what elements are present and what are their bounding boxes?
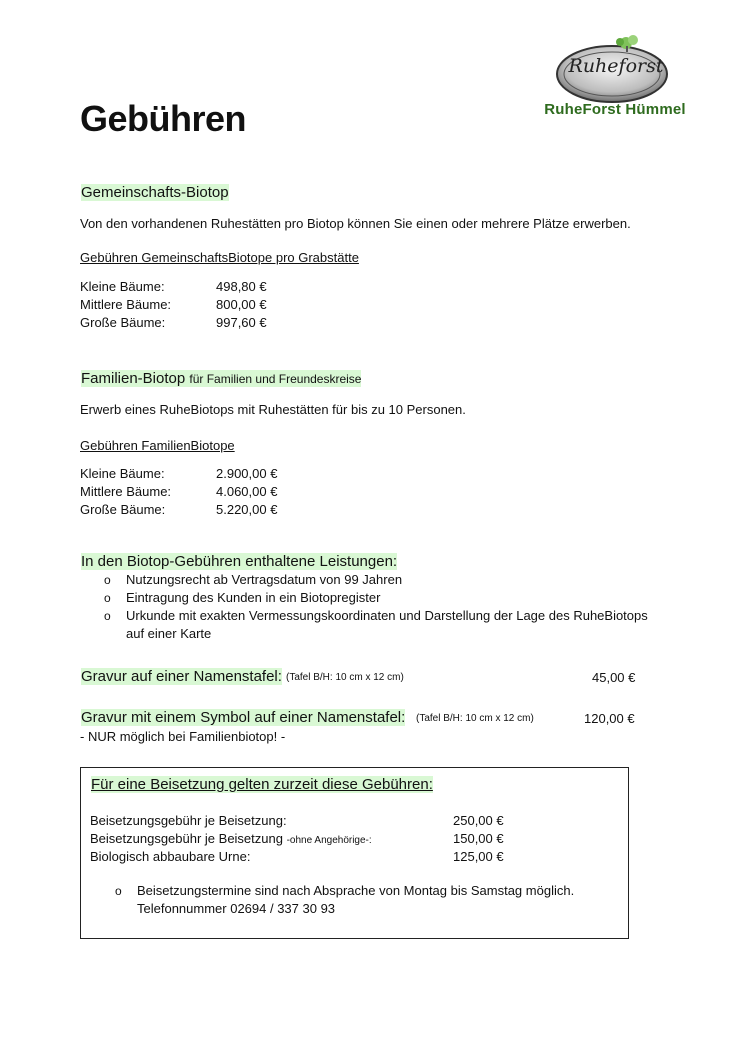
section-heading-familie-box — [81, 370, 361, 387]
fee-label-wrap — [90, 830, 372, 850]
section-heading-beisetzung-text: Für eine Beisetzung gelten zurzeit diese Gebühren: — [91, 776, 433, 793]
leistungen-list — [104, 571, 664, 643]
price-label: Kleine Bäume: — [80, 279, 165, 294]
section-heading-familie-suffix: für Familien und Freundeskreise — [189, 372, 362, 386]
gravur-price: 45,00 € — [592, 670, 636, 685]
gravur-symbol-note: (Tafel B/H: 10 cm x 12 cm) — [416, 713, 534, 724]
gravur-symbol-remark: - NUR möglich bei Familienbiotop! - — [80, 729, 286, 744]
section-heading-gravur-symbol — [80, 708, 406, 727]
fee-label-small: -ohne Angehörige-: — [286, 835, 372, 846]
price-value: 498,80 € — [216, 279, 267, 294]
gravur-note: (Tafel B/H: 10 cm x 12 cm) — [286, 672, 404, 683]
gemeinschaft-intro: Von den vorhandenen Ruhestätten pro Biotop können Sie einen oder mehrere Plätze erwerben. — [80, 216, 631, 231]
beisetzung-note — [115, 882, 615, 918]
fee-label: Beisetzungsgebühr je Beisetzung — [90, 831, 283, 846]
price-value: 997,60 € — [216, 315, 267, 330]
price-value: 5.220,00 € — [216, 502, 278, 517]
price-value: 4.060,00 € — [216, 484, 278, 499]
fee-value: 150,00 € — [453, 831, 504, 846]
price-value: 800,00 € — [216, 297, 267, 312]
section-heading-gravur-text: Gravur auf einer Namenstafel: — [81, 668, 282, 685]
familie-intro: Erwerb eines RuheBiotops mit Ruhestätten für bis zu 10 Personen. — [80, 402, 466, 417]
list-item: o Nutzungsrecht ab Vertragsdatum von 99 Jahren — [104, 571, 664, 589]
section-heading-beisetzung — [90, 775, 434, 794]
familie-subheading: Gebühren FamilienBiotope — [80, 438, 235, 453]
section-heading-gemeinschaft — [80, 183, 230, 202]
section-heading-gravur — [80, 667, 283, 686]
page-title: Gebühren — [80, 98, 247, 139]
price-label: Mittlere Bäume: — [80, 484, 172, 499]
price-value: 2.900,00 € — [216, 466, 278, 481]
price-label: Kleine Bäume: — [80, 466, 165, 481]
gemeinschaft-subheading: Gebühren GemeinschaftsBiotope pro Grabstätte — [80, 250, 359, 265]
fee-label: Biologisch abbaubare Urne: — [90, 849, 251, 864]
beisetzung-note-line2: Telefonnummer 02694 / 337 30 93 — [137, 901, 336, 916]
fee-value: 250,00 € — [453, 813, 504, 828]
price-label: Große Bäume: — [80, 315, 166, 330]
price-label: Große Bäume: — [80, 502, 166, 517]
section-heading-gravur-symbol-text: Gravur mit einem Symbol auf einer Namenstafel: — [81, 709, 406, 726]
beisetzung-box — [80, 767, 629, 939]
list-item: o Urkunde mit exakten Vermessungskoordinaten und Darstellung der Lage des RuheBiotops auf einer Karte — [104, 607, 664, 643]
section-heading-familie-text: Familien-Biotop — [81, 370, 186, 387]
section-heading-leistungen — [80, 552, 398, 571]
section-heading-leistungen-text: In den Biotop-Gebühren enthaltene Leistungen: — [81, 553, 398, 570]
section-heading-familie — [80, 369, 362, 389]
list-item — [115, 882, 615, 918]
section-heading-gemeinschaft-text: Gemeinschafts-Biotop — [81, 184, 229, 201]
fee-value: 125,00 € — [453, 849, 504, 864]
list-item: o Eintragung des Kunden in ein Biotopregister — [104, 589, 664, 607]
gravur-symbol-price: 120,00 € — [584, 711, 635, 726]
logo-caption: RuheForst Hümmel — [544, 101, 686, 118]
fee-label: Beisetzungsgebühr je Beisetzung: — [90, 813, 287, 828]
beisetzung-note-line1: o Beisetzungstermine sind nach Absprache von Montag bis Samstag möglich. — [137, 883, 575, 898]
logo-script-text: Ruheforst — [568, 55, 664, 77]
price-label: Mittlere Bäume: — [80, 297, 172, 312]
